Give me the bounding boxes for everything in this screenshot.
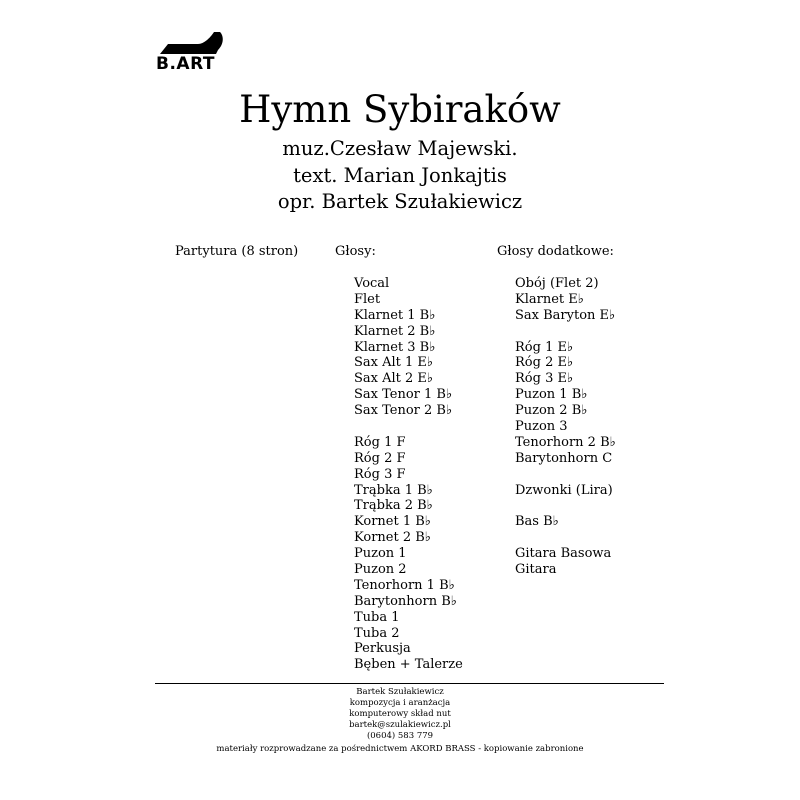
- part-item: Róg 3 F: [354, 466, 406, 482]
- extra-part-item: Gitara Basowa: [515, 546, 612, 562]
- part-item: Klarnet 1 B♭: [354, 307, 436, 323]
- part-item: Trąbka 1 B♭: [354, 482, 433, 498]
- footer-typesetting: komputerowy skład nut: [349, 709, 451, 719]
- part-item: Róg 1 F: [354, 434, 406, 450]
- song-title: Hymn Sybiraków: [239, 88, 561, 131]
- part-item: Sax Tenor 1 B♭: [354, 387, 453, 403]
- part-item: Kornet 1 B♭: [354, 514, 431, 530]
- part-item: Sax Alt 1 E♭: [354, 355, 434, 371]
- footer-role: kompozycja i aranżacja: [349, 698, 451, 708]
- parts-list: [354, 276, 463, 673]
- part-item: Flet: [354, 291, 381, 307]
- part-item: Puzon 2: [354, 562, 407, 578]
- part-item: Trąbka 2 B♭: [354, 498, 433, 514]
- extra-part-item: Tenorhorn 2 B♭: [515, 434, 616, 450]
- part-item: Barytonhorn B♭: [354, 593, 457, 609]
- list-gap: [515, 530, 616, 546]
- arranger-credit: opr. Bartek Szułakiewicz: [277, 190, 523, 213]
- extra-part-item: Puzon 1 B♭: [515, 387, 588, 403]
- extra-parts-list: [515, 276, 616, 578]
- parts-heading: Głosy:: [335, 244, 376, 259]
- list-gap: [515, 467, 616, 483]
- part-item: Kornet 2 B♭: [354, 530, 431, 546]
- extra-part-item: Puzon 3: [515, 419, 568, 435]
- part-item: Vocal: [354, 276, 390, 291]
- part-item: Tuba 2: [354, 625, 400, 641]
- extra-parts-heading: Głosy dodatkowe:: [497, 244, 614, 259]
- extra-part-item: Barytonhorn C: [515, 450, 613, 466]
- extra-part-item: Bas B♭: [515, 514, 559, 530]
- footer-email[interactable]: bartek@szulakiewicz.pl: [349, 720, 451, 730]
- composer-credit: muz.Czesław Majewski.: [282, 137, 518, 160]
- extra-part-item: Róg 3 E♭: [515, 371, 574, 387]
- extra-part-item: Klarnet E♭: [515, 291, 584, 307]
- list-gap: [515, 498, 616, 514]
- score-label: Partytura (8 stron): [175, 244, 299, 259]
- logo-text: B.ART: [156, 54, 215, 74]
- part-item: Klarnet 3 B♭: [354, 339, 436, 355]
- footer-phone: (0604) 583 779: [366, 731, 434, 741]
- part-item: Tuba 1: [354, 609, 400, 625]
- part-item: Puzon 1: [354, 546, 407, 562]
- extra-part-item: Róg 1 E♭: [515, 339, 574, 355]
- logo: [156, 30, 228, 74]
- footer-notice: materiały rozprowadzane za pośrednictwem AKORD BRASS - kopiowanie zabronione: [216, 744, 584, 754]
- part-item: Sax Tenor 2 B♭: [354, 403, 453, 419]
- list-gap: [354, 419, 463, 435]
- footer-divider: [155, 683, 664, 684]
- part-item: Tenorhorn 1 B♭: [354, 577, 455, 593]
- part-item: Bęben + Talerze: [354, 657, 463, 673]
- lyricist-credit: text. Marian Jonkajtis: [293, 164, 507, 187]
- extra-part-item: Sax Baryton E♭: [515, 307, 616, 323]
- part-item: Róg 2 F: [354, 450, 406, 466]
- footer-name: Bartek Szułakiewicz: [356, 687, 444, 697]
- list-gap: [515, 324, 616, 340]
- extra-part-item: Róg 2 E♭: [515, 355, 574, 371]
- grand-piano-icon: [158, 30, 226, 56]
- extra-part-item: Obój (Flet 2): [515, 276, 599, 291]
- part-item: Perkusja: [354, 641, 411, 657]
- extra-part-item: Puzon 2 B♭: [515, 403, 588, 419]
- part-item: Klarnet 2 B♭: [354, 323, 436, 339]
- part-item: Sax Alt 2 E♭: [354, 371, 434, 387]
- extra-part-item: Dzwonki (Lira): [515, 482, 613, 498]
- extra-part-item: Gitara: [515, 562, 557, 578]
